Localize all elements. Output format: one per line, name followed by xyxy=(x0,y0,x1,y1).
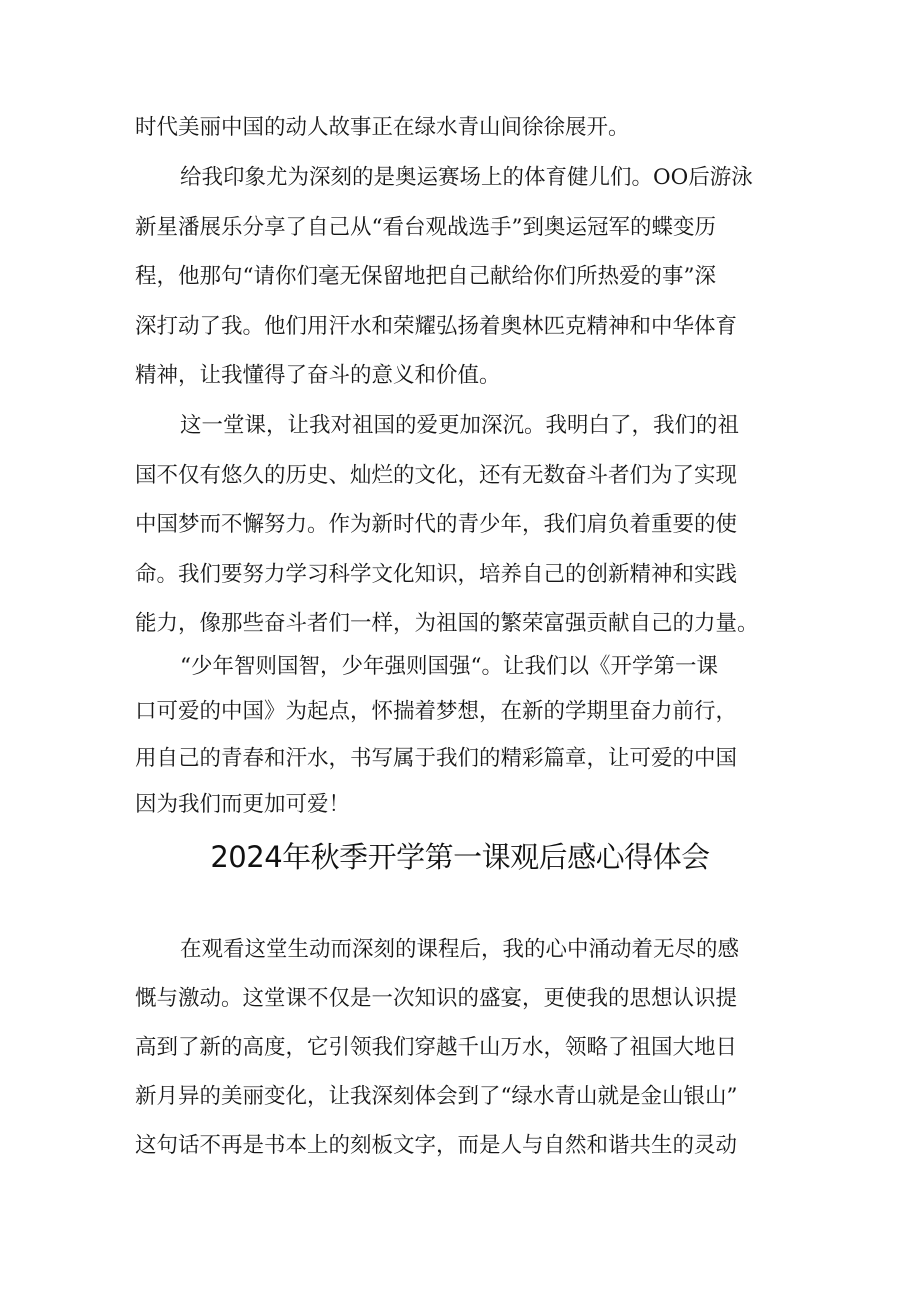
paragraph-2-line-5: 精神，让我懂得了奋斗的意义和价值。 xyxy=(135,363,501,388)
paragraph-3-line-1: 这一堂课，让我对祖国的爱更加深沉。我明白了，我们的祖 xyxy=(180,413,740,438)
paragraph-5-line-5: 这句话不再是书本上的刻板文字，而是人与自然和谐共生的灵动 xyxy=(135,1133,738,1158)
section-title: 2024年秋季开学第一课观后感心得体会 xyxy=(210,840,710,874)
paragraph-2-line-2: 新星潘展乐分享了自己从“看台观战选手”到奥运冠军的蝶变历 xyxy=(135,215,716,240)
paragraph-5-line-4: 新月异的美丽变化，让我深刻体会到了“绿水青山就是金山银山” xyxy=(135,1084,738,1109)
paragraph-2-line-1: 给我印象尤为深刻的是奥运赛场上的体育健儿们。OO后游泳 xyxy=(180,165,753,190)
paragraph-5-line-1: 在观看这堂生动而深刻的课程后，我的心中涌动着无尽的感 xyxy=(180,937,740,962)
paragraph-4-line-2: 口可爱的中国》为起点，怀揣着梦想，在新的学期里奋力前行， xyxy=(135,699,738,724)
paragraph-3-line-3: 中国梦而不懈努力。作为新时代的青少年，我们肩负着重要的使 xyxy=(135,512,738,537)
paragraph-4-line-1: “少年智则国智，少年强则国强“。让我们以《开学第一课 xyxy=(180,654,718,679)
paragraph-4-line-3: 用自己的青春和汗水，书写属于我们的精彩篇章，让可爱的中国 xyxy=(135,746,738,771)
continuation-line-1: 时代美丽中国的动人故事正在绿水青山间徐徐展开。 xyxy=(135,115,630,140)
paragraph-3-line-2: 国不仅有悠久的历史、灿烂的文化，还有无数奋斗者们为了实现 xyxy=(135,463,738,488)
paragraph-4-line-4: 因为我们而更加可爱！ xyxy=(135,792,351,817)
paragraph-5-line-2: 慨与激动。这堂课不仅是一次知识的盛宴，更使我的思想认识提 xyxy=(135,986,738,1011)
paragraph-5-line-3: 高到了新的高度，它引领我们穿越千山万水，领略了祖国大地日 xyxy=(135,1035,738,1060)
paragraph-2-line-3: 程，他那句“请你们毫无保留地把自己献给你们所热爱的事”深 xyxy=(135,264,716,289)
paragraph-3-line-4: 命。我们要努力学习科学文化知识，培养自己的创新精神和实践 xyxy=(135,562,738,587)
paragraph-3-line-5: 能力，像那些奋斗者们一样，为祖国的繁荣富强贡献自己的力量。 xyxy=(135,611,759,636)
paragraph-2-line-4: 深打动了我。他们用汗水和荣耀弘扬着奥林匹克精神和中华体育 xyxy=(135,314,738,339)
